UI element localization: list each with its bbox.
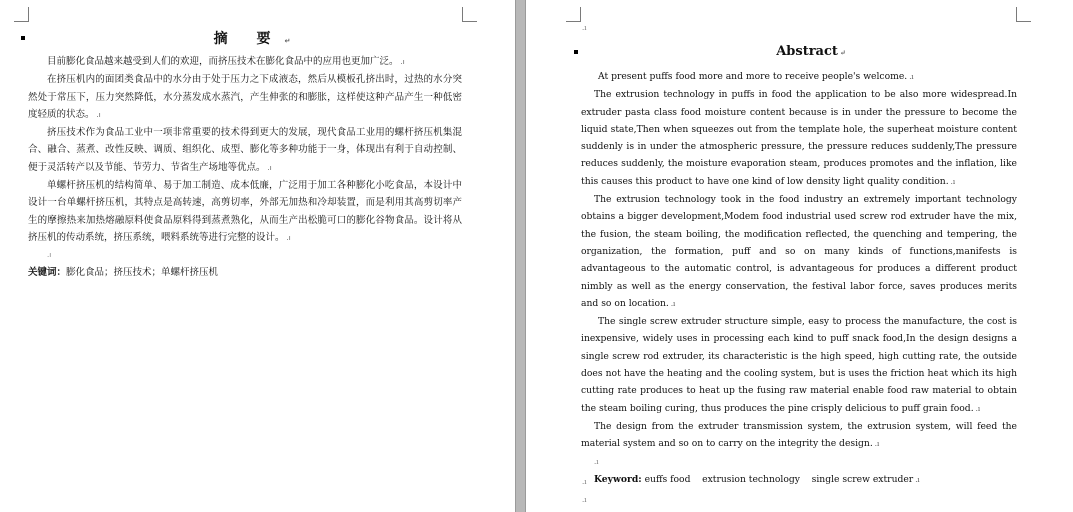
paragraph-mark: .ı: [400, 58, 405, 66]
page-gutter: [515, 0, 526, 512]
english-paragraph-text: At present puffs food more and more to receive people's welcome.: [598, 71, 908, 82]
empty-line: [581, 454, 1017, 471]
paragraph-mark: .ı: [582, 496, 587, 504]
english-keywords-text: euffs food extrusion technology single screw extruder: [644, 473, 914, 485]
paragraph-mark: .ı: [670, 299, 676, 308]
empty-line: [28, 247, 462, 264]
chinese-abstract-body: [28, 53, 462, 282]
paragraph-mark: .ı: [47, 251, 52, 260]
chinese-paragraph: [28, 124, 462, 177]
chinese-paragraph-text: 目前膨化食品越来越受到人们的欢迎，而挤压技术在膨化食品中的应用也更加广泛。: [47, 56, 399, 67]
paragraph-mark: .ı: [950, 177, 956, 186]
paragraph-mark: .ı: [582, 24, 587, 32]
english-abstract-title-text: Abstract: [776, 44, 838, 59]
margin-corner-mark: [462, 7, 477, 22]
margin-corner-mark: [566, 7, 581, 22]
english-paragraph: [581, 68, 1017, 86]
paragraph-bullet: [574, 50, 578, 54]
chinese-keywords-label: 关键词：: [28, 267, 67, 279]
chinese-paragraph-text: 在挤压机内的面团类食品中的水分由于处于压力之下成液态，然后从模板孔挤出时，过热的水分突然处于常压下，压力突然降低，水分蒸发成水蒸汽，产生伸张的和膨胀，这样使这种产品产生一种低密度轻质的状态。: [28, 74, 462, 120]
english-paragraph-text: The extrusion technology took in the food industry an extremely important technology obtains a bigger development,Modem food industrial used screw rod extruder have the mix, the fusion, the steam boiling, the modification reflected, the quenching and tempering, the organization, the formation, puff and so on many kinds of functions,manifests is advantageous to the automatic control, is advantageous for produces a different product nimbly as well as the energy conservation, the festival labor force, saves produces merits and so on location.: [581, 194, 1017, 309]
margin-corner-mark: [14, 7, 29, 22]
paragraph-mark: .ı: [915, 475, 920, 484]
chinese-paragraph: [28, 53, 462, 71]
chinese-paragraph: [28, 177, 462, 247]
chinese-keywords: [28, 264, 462, 281]
margin-corner-mark: [1016, 7, 1031, 22]
paragraph-mark: ↵: [839, 48, 846, 57]
english-paragraph: [581, 191, 1017, 313]
chinese-keywords-text: 膨化食品；挤压技术；单螺杆挤压机: [66, 267, 219, 279]
paragraph-bullet: [21, 36, 25, 40]
paragraph-mark: .ı: [975, 404, 981, 413]
english-abstract-page: [526, 0, 1073, 512]
english-paragraph: [581, 418, 1017, 454]
english-abstract-body: [581, 68, 1017, 489]
paragraph-mark: ↵: [284, 37, 303, 45]
chinese-abstract-page: [0, 0, 515, 512]
chinese-paragraph: [28, 71, 462, 124]
english-paragraph: [581, 86, 1017, 191]
paragraph-mark: .ı: [594, 457, 599, 466]
english-paragraph-text: The extrusion technology in puffs in food the application to be also more widespread.In extruder pasta class food moisture content because is in under the pressure to become the liquid state,Then when squeezes out from the template hole, the superheat moisture content suddenly is in under the atmospheric pressure, the pressure reduces suddenly,The pressure reduces suddenly, the moisture evaporation steam, produces promotes and the inflation, like this causes this product to have one kind of low density light quality condition.: [581, 89, 1017, 187]
paragraph-mark: .ı: [267, 163, 272, 172]
english-paragraph: [581, 313, 1017, 418]
paragraph-mark: .ı: [582, 478, 587, 486]
paragraph-mark: .ı: [909, 73, 914, 81]
paragraph-mark: .ı: [96, 110, 101, 119]
paragraph-mark: .ı: [874, 440, 880, 449]
english-paragraph-text: The single screw extruder structure simple, easy to process the manufacture, the cost is inexpensive, widely uses in processing each kind to puff snack food,In the design designs a single screw rod extruder, its characteristic is the high speed, high cutting rate, the outside does not have the heating and the cooling system, but is uses the friction heat which its high cutting rate produces to heat up the fusing raw material enable food raw material to obtain the steam boiling curing, thus produces the pine crisply delicious to puff grain food.: [581, 316, 1017, 414]
chinese-paragraph-text: 单螺杆挤压机的结构简单、易于加工制造、成本低廉，广泛用于加工各种膨化小吃食品，本设计中设计一台单螺杆挤压机，其特点是高转速，高剪切率，外部无加热和冷却装置，而是利用其高剪切率产生的摩擦热来加热熔融原料使食品原料得到蒸煮熟化，从而生产出松脆可口的膨化谷物食品。设计将从挤压机的传动系统，挤压系统，喂料系统等进行完整的设计。: [28, 180, 462, 243]
chinese-abstract-title: [28, 28, 488, 48]
chinese-abstract-title-text: 摘 要: [213, 31, 283, 47]
paragraph-mark: .ı: [286, 233, 291, 242]
english-paragraph-text: The design from the extruder transmission system, the extrusion system, will feed the material system and so on to carry on the integrity the design.: [581, 420, 1017, 450]
chinese-paragraph-text: 挤压技术作为食品工业中一项非常重要的技术得到更大的发展，现代食品工业用的螺杆挤压机集混合、融合、蒸煮、改性反映、调质、组织化、成型、膨化等多种功能于一身，体现出有利于自动控制、便于灵活转产以及节能、节劳力、节省生产场地等优点。: [28, 127, 462, 173]
english-abstract-title: [581, 44, 1041, 59]
english-keywords: [581, 471, 1017, 489]
english-keywords-label: Keyword:: [594, 473, 642, 485]
